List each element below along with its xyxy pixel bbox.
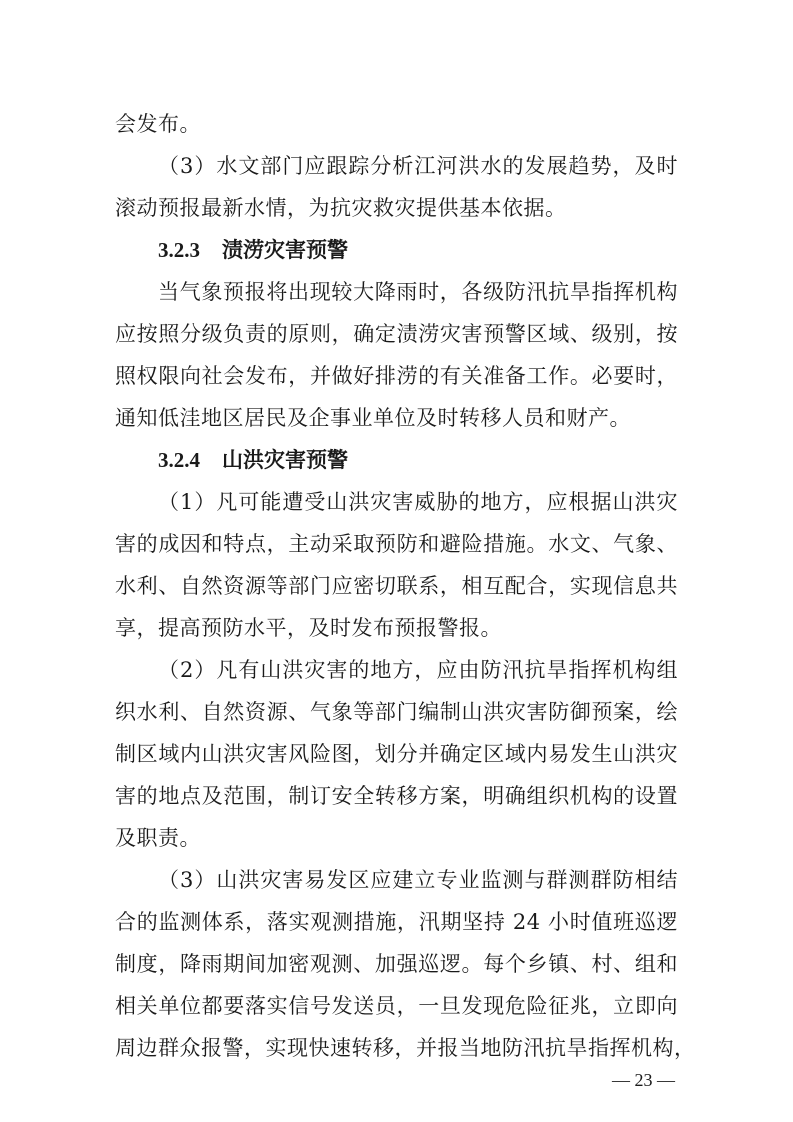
body-text-line: 照权限向社会发布，并做好排涝的有关准备工作。必要时， [115,364,678,388]
body-text-line: 享，提高预防水平，及时发布预报警报。 [115,616,502,640]
body-text-line: 水利、自然资源等部门应密切联系，相互配合，实现信息共 [115,574,678,598]
body-text-line: 周边群众报警，实现快速转移，并报当地防汛抗旱指挥机构， [115,1036,696,1060]
body-text-line: 制度，降雨期间加密观测、加强巡逻。每个乡镇、村、组和 [115,952,678,976]
section-number: 3.2.4 [158,448,200,472]
body-text-line: 通知低洼地区居民及企事业单位及时转移人员和财产。 [115,406,631,430]
body-text-line: 应按照分级负责的原则，确定渍涝灾害预警区域、级别，按 [115,322,678,346]
section-title: 山洪灾害预警 [222,448,348,472]
section-number: 3.2.3 [158,238,200,262]
body-text-line: 制区域内山洪灾害风险图，划分并确定区域内易发生山洪灾 [115,742,678,766]
body-text-line: 会发布。 [115,112,201,136]
body-text-line: 及职责。 [115,826,201,850]
body-text-line: 害的成因和特点，主动采取预防和避险措施。水文、气象、 [115,532,678,556]
paragraph-line: 当气象预报将出现较大降雨时，各级防汛抗旱指挥机构 [158,280,678,304]
body-text-line: 滚动预报最新水情，为抗灾救灾提供基本依据。 [115,196,567,220]
paragraph-line: （3）山洪灾害易发区应建立专业监测与群测群防相结 [158,868,678,892]
body-text-line: 害的地点及范围，制订安全转移方案，明确组织机构的设置 [115,784,678,808]
body-text-line: 相关单位都要落实信号发送员，一旦发现危险征兆，立即向 [115,994,678,1018]
paragraph-line: （3）水文部门应跟踪分析江河洪水的发展趋势，及时 [158,154,678,178]
section-heading-3-2-4 [158,442,348,478]
paragraph-line: （2）凡有山洪灾害的地方，应由防汛抗旱指挥机构组 [158,658,678,682]
page-number: — 23 — [612,1070,675,1090]
body-text-line: 合的监测体系，落实观测措施，汛期坚持 24 小时值班巡逻 [115,910,678,934]
body-text-line: 织水利、自然资源、气象等部门编制山洪灾害防御预案，绘 [115,700,678,724]
paragraph-line: （1）凡可能遭受山洪灾害威胁的地方，应根据山洪灾 [158,490,678,514]
section-title: 渍涝灾害预警 [222,238,348,262]
section-heading-3-2-3 [158,232,348,268]
